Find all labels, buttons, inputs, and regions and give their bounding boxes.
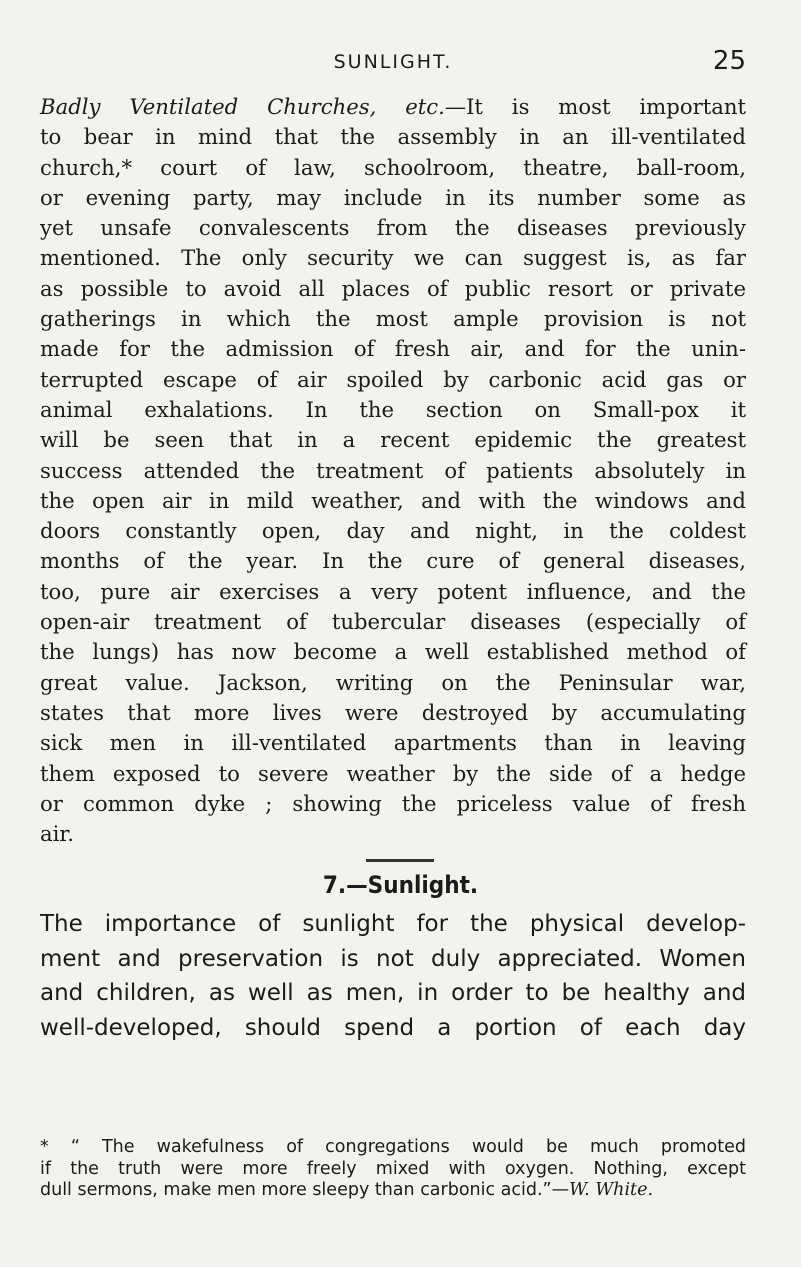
footnote-line: if the truth were more freely mixed with oxygen. Nothing, except [40, 1158, 746, 1179]
paragraph-sunlight [40, 907, 746, 1045]
footnote-text: dull sermons, make men more sleepy than carbonic acid.”— [40, 1180, 570, 1200]
paragraph-line: or evening party, may include in its number some as [40, 184, 746, 210]
footnote-line: * “ The wakefulness of congregations would be much promoted [40, 1137, 746, 1157]
paragraph-line: The importance of sunlight for the physical develop- [40, 911, 746, 937]
lead-in-title: Badly Ventilated Churches, etc. [40, 94, 445, 119]
paragraph-line: animal exhalations. In the section on Small-pox it [40, 396, 746, 422]
paragraph-line: or common dyke ; showing the priceless value of fresh [40, 790, 746, 816]
paragraph-line: air. [40, 821, 74, 847]
section-divider [366, 859, 434, 862]
paragraph-line: open-air treatment of tubercular diseases (especially of [40, 609, 746, 635]
running-head [40, 47, 746, 81]
paragraph-line: yet unsafe convalescents from the diseases previously [40, 215, 746, 241]
paragraph-line: well-developed, should spend a portion of each day [40, 1014, 746, 1041]
paragraph-line: the open air in mild weather, and with the windows and [40, 487, 746, 513]
paragraph-line: mentioned. The only security we can suggest is, as far [40, 245, 746, 271]
footnote-signature: W. White. [569, 1180, 654, 1200]
paragraph-line: to bear in mind that the assembly in an ill-ventilated [40, 124, 746, 150]
paragraph-line: success attended the treatment of patients absolutely in [40, 457, 746, 483]
paragraph-line: as possible to avoid all places of public resort or private [40, 275, 746, 301]
page-number: 25 [712, 46, 746, 76]
first-line-text: —It is most important [444, 94, 747, 119]
footnote-line [40, 1180, 746, 1202]
paragraph-line: made for the admission of fresh air, and for the unin- [40, 336, 746, 362]
paragraph-line: states that more lives were destroyed by accumulating [40, 699, 746, 725]
paragraph-line: ment and preservation is not duly appreciated. Women [40, 945, 746, 972]
paragraph-ventilation [40, 92, 746, 849]
paragraph-line: them exposed to severe weather by the side of a hedge [40, 760, 746, 786]
paragraph-line: will be seen that in a recent epidemic the greatest [40, 427, 746, 453]
paragraph-line: the lungs) has now become a well established method of [40, 639, 746, 665]
section-heading: 7.—Sunlight. [322, 871, 479, 899]
paragraph-line: gatherings in which the most ample provision is not [40, 306, 746, 332]
paragraph-line [40, 92, 746, 122]
paragraph-line: doors constantly open, day and night, in the coldest [40, 518, 746, 544]
paragraph-line: church,* court of law, schoolroom, theatre, ball-room, [40, 154, 746, 180]
footnote [40, 1137, 746, 1202]
paragraph-line: sick men in ill-ventilated apartments than in leaving [40, 730, 746, 756]
paragraph-line: too, pure air exercises a very potent influence, and the [40, 578, 746, 604]
running-title: SUNLIGHT. [333, 51, 453, 73]
paragraph-line: and children, as well as men, in order to be healthy and [40, 980, 746, 1006]
paragraph-line: terrupted escape of air spoiled by carbonic acid gas or [40, 366, 746, 392]
paragraph-line: months of the year. In the cure of general diseases, [40, 548, 746, 574]
paragraph-line: great value. Jackson, writing on the Peninsular war, [40, 669, 746, 695]
